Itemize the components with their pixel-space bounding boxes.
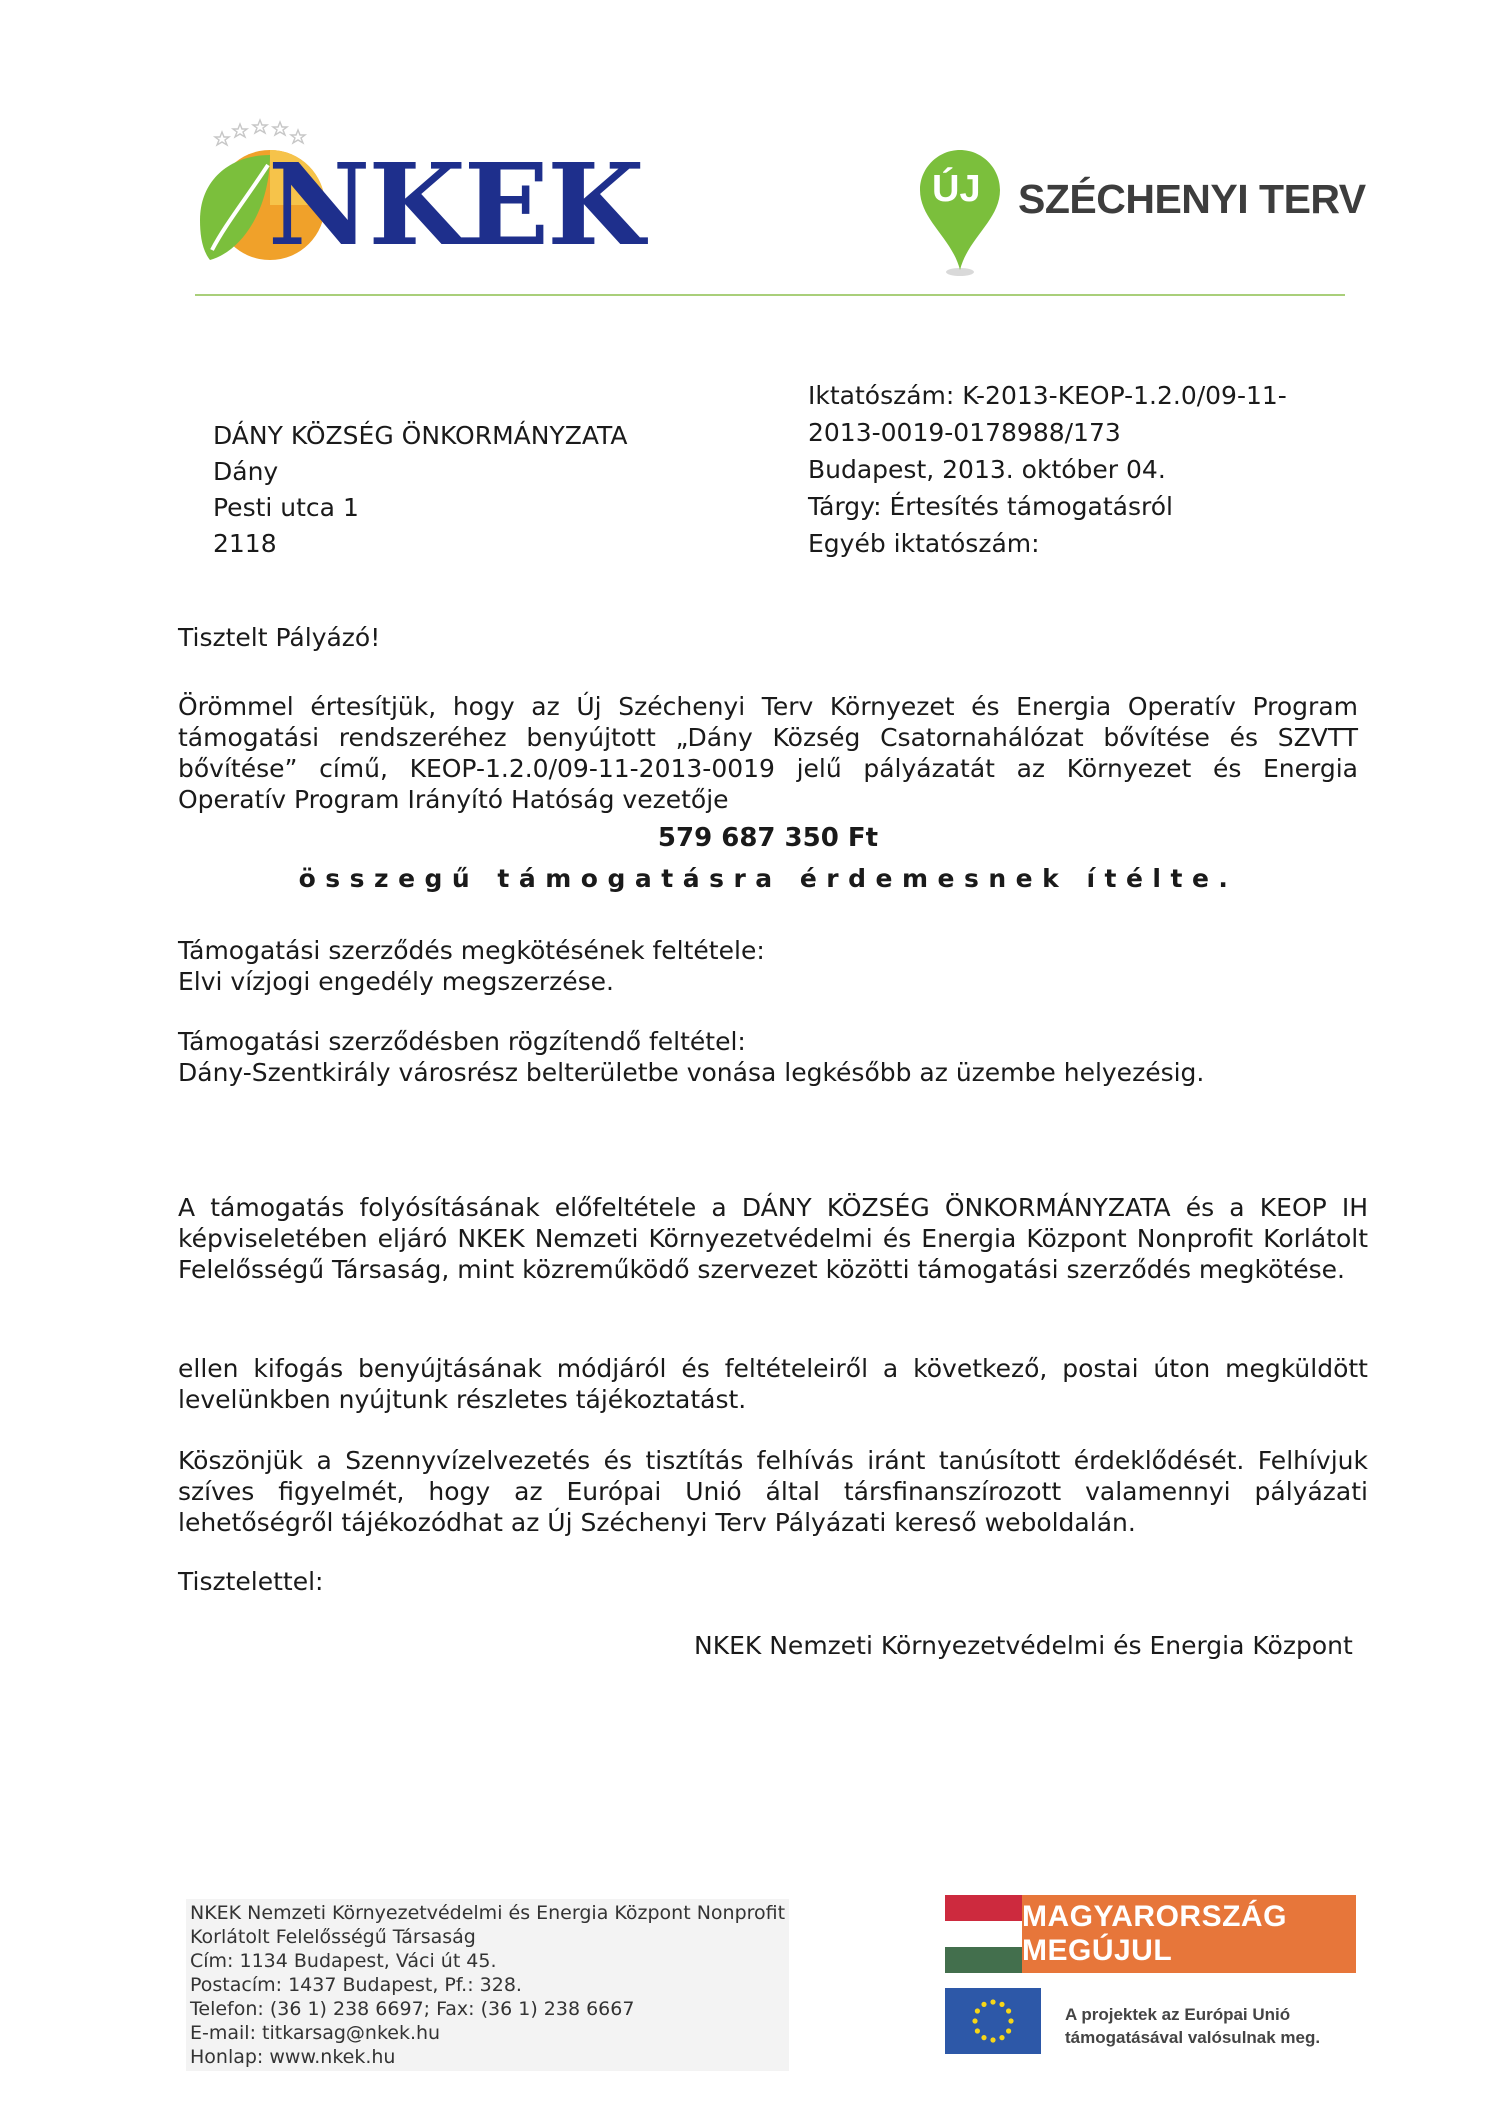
document-meta xyxy=(808,377,1287,562)
reference-number-line1: Iktatószám: K-2013-KEOP-1.2.0/09-11- xyxy=(808,381,1287,410)
footer-contact xyxy=(186,1899,789,2071)
recipient-city: Dány xyxy=(213,457,279,486)
paragraph-thanks: Köszönjük a Szennyvízelvezetés és tisztítás felhívás iránt tanúsított érdeklődését. Felhívjuk szíves figyelmét, hogy az Európai Unió által társfinanszírozott valamennyi pályázati lehetőségről tájékozódhat az Új Széchenyi Terv Pályázati kereső weboldalán. xyxy=(178,1446,1368,1537)
paragraph-notification: Örömmel értesítjük, hogy az Új Széchenyi Terv Környezet és Energia Operatív Program támogatási rendszeréhez benyújtott „Dány Község Csatornahálózat bővítése és SZVTT bővítése” című, KEOP-1.2.0/09-11-2013-0019 jelű pályázatát az Környezet és Energia Operatív Program Irányító Hatóság vezetője xyxy=(178,692,1358,814)
condition-1-text: Elvi vízjogi engedély megszerzése. xyxy=(178,967,614,996)
eu-support-line-1: A projektek az Európai Unió xyxy=(1065,2005,1291,2024)
szechenyi-pin-text: ÚJ xyxy=(932,168,981,210)
eu-flag-icon xyxy=(945,1988,1041,2054)
condition-2 xyxy=(178,1026,1204,1088)
condition-1 xyxy=(178,935,765,997)
recipient-block xyxy=(213,418,627,562)
condition-2-title: Támogatási szerződésben rögzítendő feltétel: xyxy=(178,1027,746,1056)
footer-line-address: Cím: 1134 Budapest, Váci út 45. xyxy=(190,1950,497,1972)
subject: Tárgy: Értesítés támogatásról xyxy=(808,492,1173,521)
place-date: Budapest, 2013. október 04. xyxy=(808,455,1166,484)
eu-support-line-2: támogatásával valósulnak meg. xyxy=(1065,2028,1321,2047)
footer-line-org: NKEK Nemzeti Környezetvédelmi és Energia Központ Nonprofit xyxy=(190,1902,786,1924)
footer-line-phone: Telefon: (36 1) 238 6697; Fax: (36 1) 238 6667 xyxy=(190,1998,635,2020)
recipient-zip: 2118 xyxy=(213,529,277,558)
objection-line-2: levelünkben nyújtunk részletes tájékoztatást. xyxy=(178,1385,747,1414)
magyarorszag-megujul-banner: MAGYARORSZÁG MEGÚJUL xyxy=(1022,1895,1356,1973)
grant-decision: összegű támogatásra érdemesnek ítélte. xyxy=(298,864,1238,893)
greeting: Tisztelt Pályázó! xyxy=(178,623,381,652)
paragraph-objection xyxy=(178,1353,1368,1415)
reference-number-line2: 2013-0019-0178988/173 xyxy=(808,418,1121,447)
footer-line-org2: Korlátolt Felelősségű Társaság xyxy=(190,1926,476,1948)
eu-support-text xyxy=(1065,2003,1320,2049)
closing: Tisztelettel: xyxy=(178,1567,324,1596)
recipient-name: DÁNY KÖZSÉG ÖNKORMÁNYZATA xyxy=(213,421,628,450)
other-reference: Egyéb iktatószám: xyxy=(808,529,1040,558)
condition-2-text: Dány-Szentkirály városrész belterületbe vonása legkésőbb az üzembe helyezésig. xyxy=(178,1058,1205,1087)
szechenyi-logo-text: SZÉCHENYI TERV xyxy=(1018,176,1366,222)
paragraph-precondition: A támogatás folyósításának előfeltétele a DÁNY KÖZSÉG ÖNKORMÁNYZATA és a KEOP IH képviseletében eljáró NKEK Nemzeti Környezetvédelmi és Energia Központ Nonprofit Korlátolt Felelősségű Társaság, mint közreműködő szervezet közötti támogatási szerződés megkötése. xyxy=(178,1193,1368,1284)
objection-line-1: ellen kifogás benyújtásának módjáról és feltételeiről a következő, postai úton megküldött xyxy=(178,1354,1368,1383)
header-divider xyxy=(195,294,1345,296)
grant-amount: 579 687 350 Ft xyxy=(657,823,879,853)
condition-1-title: Támogatási szerződés megkötésének feltétele: xyxy=(178,936,765,965)
hungary-flag-icon xyxy=(945,1895,1022,1973)
footer-line-email: E-mail: titkarsag@nkek.hu xyxy=(190,2022,441,2044)
footer-line-postal: Postacím: 1437 Budapest, Pf.: 328. xyxy=(190,1974,522,1996)
szechenyi-terv-logo xyxy=(920,150,1366,285)
nkek-logo-text: NKEK xyxy=(268,140,643,271)
nkek-logo xyxy=(190,110,643,271)
signature: NKEK Nemzeti Környezetvédelmi és Energia Központ xyxy=(694,1631,1353,1660)
recipient-street: Pesti utca 1 xyxy=(213,493,359,522)
footer-line-web: Honlap: www.nkek.hu xyxy=(190,2046,396,2068)
